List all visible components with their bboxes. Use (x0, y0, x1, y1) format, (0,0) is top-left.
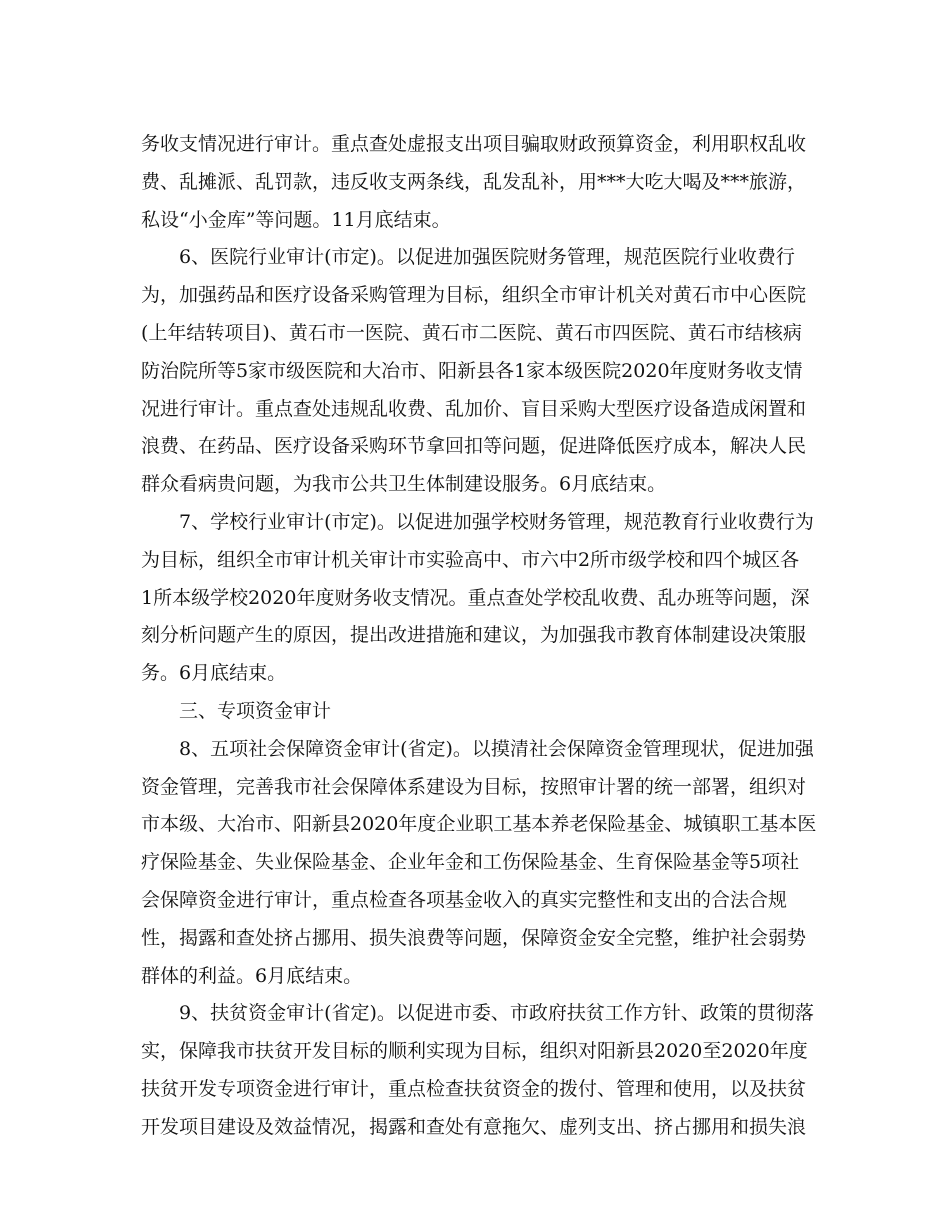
text-line: 资金管理，完善我市社会保障体系建设为目标，按照审计署的统一部署，组织对 (141, 775, 807, 798)
text-line: 7、学校行业审计(市定)。以促进加强学校财务管理，规范教育行业收费行为 (179, 510, 814, 533)
text-line: 费、乱摊派、乱罚款，违反收支两条线，乱发乱补，用***大吃大喝及***旅游， (141, 170, 807, 193)
text-line: 实，保障我市扶贫开发目标的顺利实现为目标，组织对阳新县2020至2020年度 (141, 1040, 808, 1063)
document-body (141, 126, 817, 1147)
paragraph-hospital-audit (141, 239, 811, 504)
text-line: 务收支情况进行审计。重点查处虚报支出项目骗取财政预算资金，利用职权乱收 (141, 133, 807, 155)
text-line: 刻分析问题产生的原因，提出改进措施和建议，为加强我市教育体制建设决策服 (141, 624, 807, 647)
text-line: 三、专项资金审计 (179, 699, 332, 722)
text-line: 群体的利益。6月底结束。 (141, 964, 363, 987)
text-line: 9、扶贫资金审计(省定)。以促进市委、市政府扶贫工作方针、政策的贯彻落 (179, 1002, 814, 1025)
text-line: 6、医院行业审计(市定)。以促进加强医院财务管理，规范医院行业收费行 (179, 246, 795, 269)
text-line: 私设“小金库”等问题。11月底结束。 (141, 208, 451, 231)
text-line: 群众看病贵问题，为我市公共卫生体制建设服务。6月底结束。 (141, 473, 667, 496)
text-line: (上年结转项目)、黄石市一医院、黄石市二医院、黄石市四医院、黄石市结核病 (141, 321, 802, 344)
paragraph-social-security-audit (141, 731, 817, 996)
text-line: 防治院所等5家市级医院和大冶市、阳新县各1家本级医院2020年度财务收支情 (141, 359, 803, 382)
text-line: 为目标，组织全市审计机关审计市实验高中、市六中2所市级学校和四个城区各 (141, 548, 800, 571)
text-line: 市本级、大冶市、阳新县2020年度企业职工基本养老保险基金、城镇职工基本医 (141, 813, 817, 836)
text-line: 务。6月底结束。 (141, 662, 287, 685)
text-line: 开发项目建设及效益情况，揭露和查处有意拖欠、虚列支出、挤占挪用和损失浪 (141, 1115, 807, 1138)
text-line: 会保障资金进行审计，重点检查各项基金收入的真实完整性和支出的合法合规 (141, 888, 788, 911)
paragraph-poverty-fund-audit (141, 995, 814, 1146)
text-line: 况进行审计。重点查处违规乱收费、乱加价、盲目采购大型医疗设备造成闲置和 (141, 397, 807, 420)
text-line: 1所本级学校2020年度财务收支情况。重点查处学校乱收费、乱办班等问题，深 (141, 586, 810, 609)
text-line: 浪费、在药品、医疗设备采购环节拿回扣等问题，促进降低医疗成本，解决人民 (141, 435, 807, 458)
text-line: 性，揭露和查处挤占挪用、损失浪费等问题，保障资金安全完整，维护社会弱势 (141, 926, 807, 949)
section-heading (141, 693, 811, 731)
text-line: 疗保险基金、失业保险基金、企业年金和工伤保险基金、生育保险基金等5项社 (141, 851, 800, 874)
text-line: 8、五项社会保障资金审计(省定)。以摸清社会保障资金管理现状，促进加强 (179, 737, 814, 760)
paragraph-school-audit (141, 504, 814, 693)
text-line: 为，加强药品和医疗设备采购管理为目标，组织全市审计机关对黄石市中心医院 (141, 284, 807, 307)
text-line: 扶贫开发专项资金进行审计，重点检查扶贫资金的拨付、管理和使用，以及扶贫 (141, 1077, 807, 1100)
paragraph-continuation (141, 126, 811, 239)
